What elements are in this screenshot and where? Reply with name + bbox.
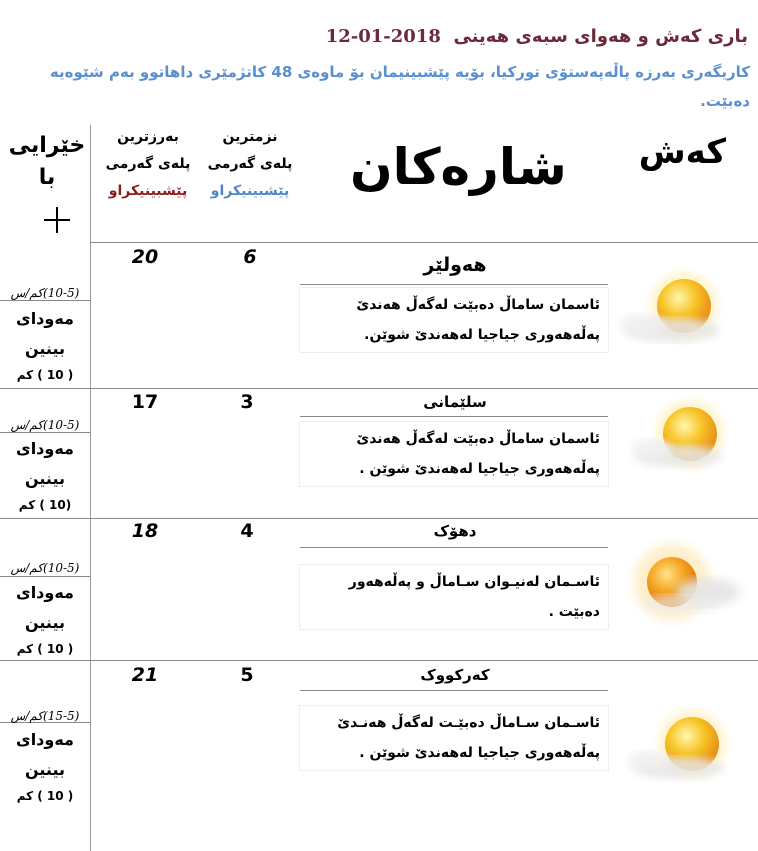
- sun-cloud-icon: [612, 706, 752, 796]
- min-temp: 3: [240, 391, 254, 413]
- sun-cloud-icon: [612, 396, 752, 486]
- weather-description: ئاسـمان لەنیـوان سـاماڵ و پەڵەهەور دەبێت .: [300, 565, 608, 629]
- weather-description: ئاسـمان سـاماڵ دەبێـت لەگەڵ هەنـدێ پەڵەهەوری جیاجیا لەهەندێ شوێن .: [300, 706, 608, 770]
- wind-divider: [0, 388, 90, 389]
- wind-divider: [0, 660, 90, 661]
- max-temp: 18: [131, 520, 159, 542]
- wind-speed: (10-5)کم/س: [10, 561, 80, 575]
- row-divider: [90, 388, 758, 389]
- visibility: مەودای بینین ( 10 ) کم: [16, 583, 74, 656]
- visibility: مەودای بینین (10 ) کم: [16, 439, 74, 512]
- wind-speed: (10-5)کم/س: [10, 418, 80, 432]
- row-divider: [90, 660, 758, 661]
- max-temp: 21: [131, 664, 159, 686]
- max-temp: 20: [131, 246, 159, 268]
- row-divider: [90, 518, 758, 519]
- wind-speed: (15-5)کم/س: [10, 709, 80, 723]
- column-divider: [90, 125, 91, 851]
- min-temp: 5: [240, 664, 254, 686]
- header-divider: [90, 242, 758, 243]
- weather-description: ئاسمان ساماڵ دەبێت لەگەڵ هەندێ پەڵەهەوری جیاجیا لەهەندێ شوێن.: [300, 288, 608, 352]
- wind-divider: [0, 432, 90, 433]
- sun-cloud-icon: [612, 268, 752, 358]
- city-name: سلێمانی: [423, 393, 487, 411]
- forecast-summary: کاریگەری بەرزە پاڵەپەستۆی تورکیا، بۆیە پێشبینیمان بۆ ماوەی 48 کاتژمێری داهاتوو بەم شێوەیە دەبێت.: [49, 63, 750, 110]
- min-temp-header: نزمترین پلەی گەرمی پێشبینیکراو: [207, 129, 293, 199]
- max-temp-header: بەرزترین پلەی گەرمی پێشبینیکراو: [105, 129, 191, 199]
- weather-description: ئاسمان ساماڵ دەبێت لەگەڵ هەندێ پەڵەهەوری جیاجیا لەهەندێ شوێن .: [300, 422, 608, 486]
- plus-icon: [44, 207, 70, 233]
- city-underline: [300, 416, 608, 417]
- wind-speed-header: خێرایی با: [8, 133, 86, 190]
- page-title: باری کەش و هەوای سبەی هەینی 2018-01-12: [325, 26, 748, 47]
- min-temp: 6: [243, 246, 257, 268]
- sun-behind-cloud-icon: [612, 540, 752, 630]
- city-name: دهۆک: [433, 522, 477, 540]
- forecast-date: 2018-01-12: [325, 26, 441, 47]
- wind-divider: [0, 518, 90, 519]
- visibility: مەودای بینین ( 10 ) کم: [16, 730, 74, 803]
- city-underline: [300, 284, 608, 285]
- city-name: هەولێر: [423, 254, 487, 276]
- visibility: مەودای بینین ( 10 ) کم: [16, 309, 74, 382]
- wind-divider: [0, 576, 90, 577]
- min-temp: 4: [240, 520, 254, 542]
- cities-column-header: شارەکان: [350, 138, 567, 196]
- wind-speed: (10-5)کم/س: [10, 286, 80, 300]
- city-name: کەرکووک: [420, 666, 490, 684]
- city-underline: [300, 690, 608, 691]
- max-temp: 17: [131, 391, 159, 413]
- city-underline: [300, 547, 608, 548]
- wind-divider: [0, 300, 90, 301]
- weather-column-header: کەش: [638, 132, 726, 172]
